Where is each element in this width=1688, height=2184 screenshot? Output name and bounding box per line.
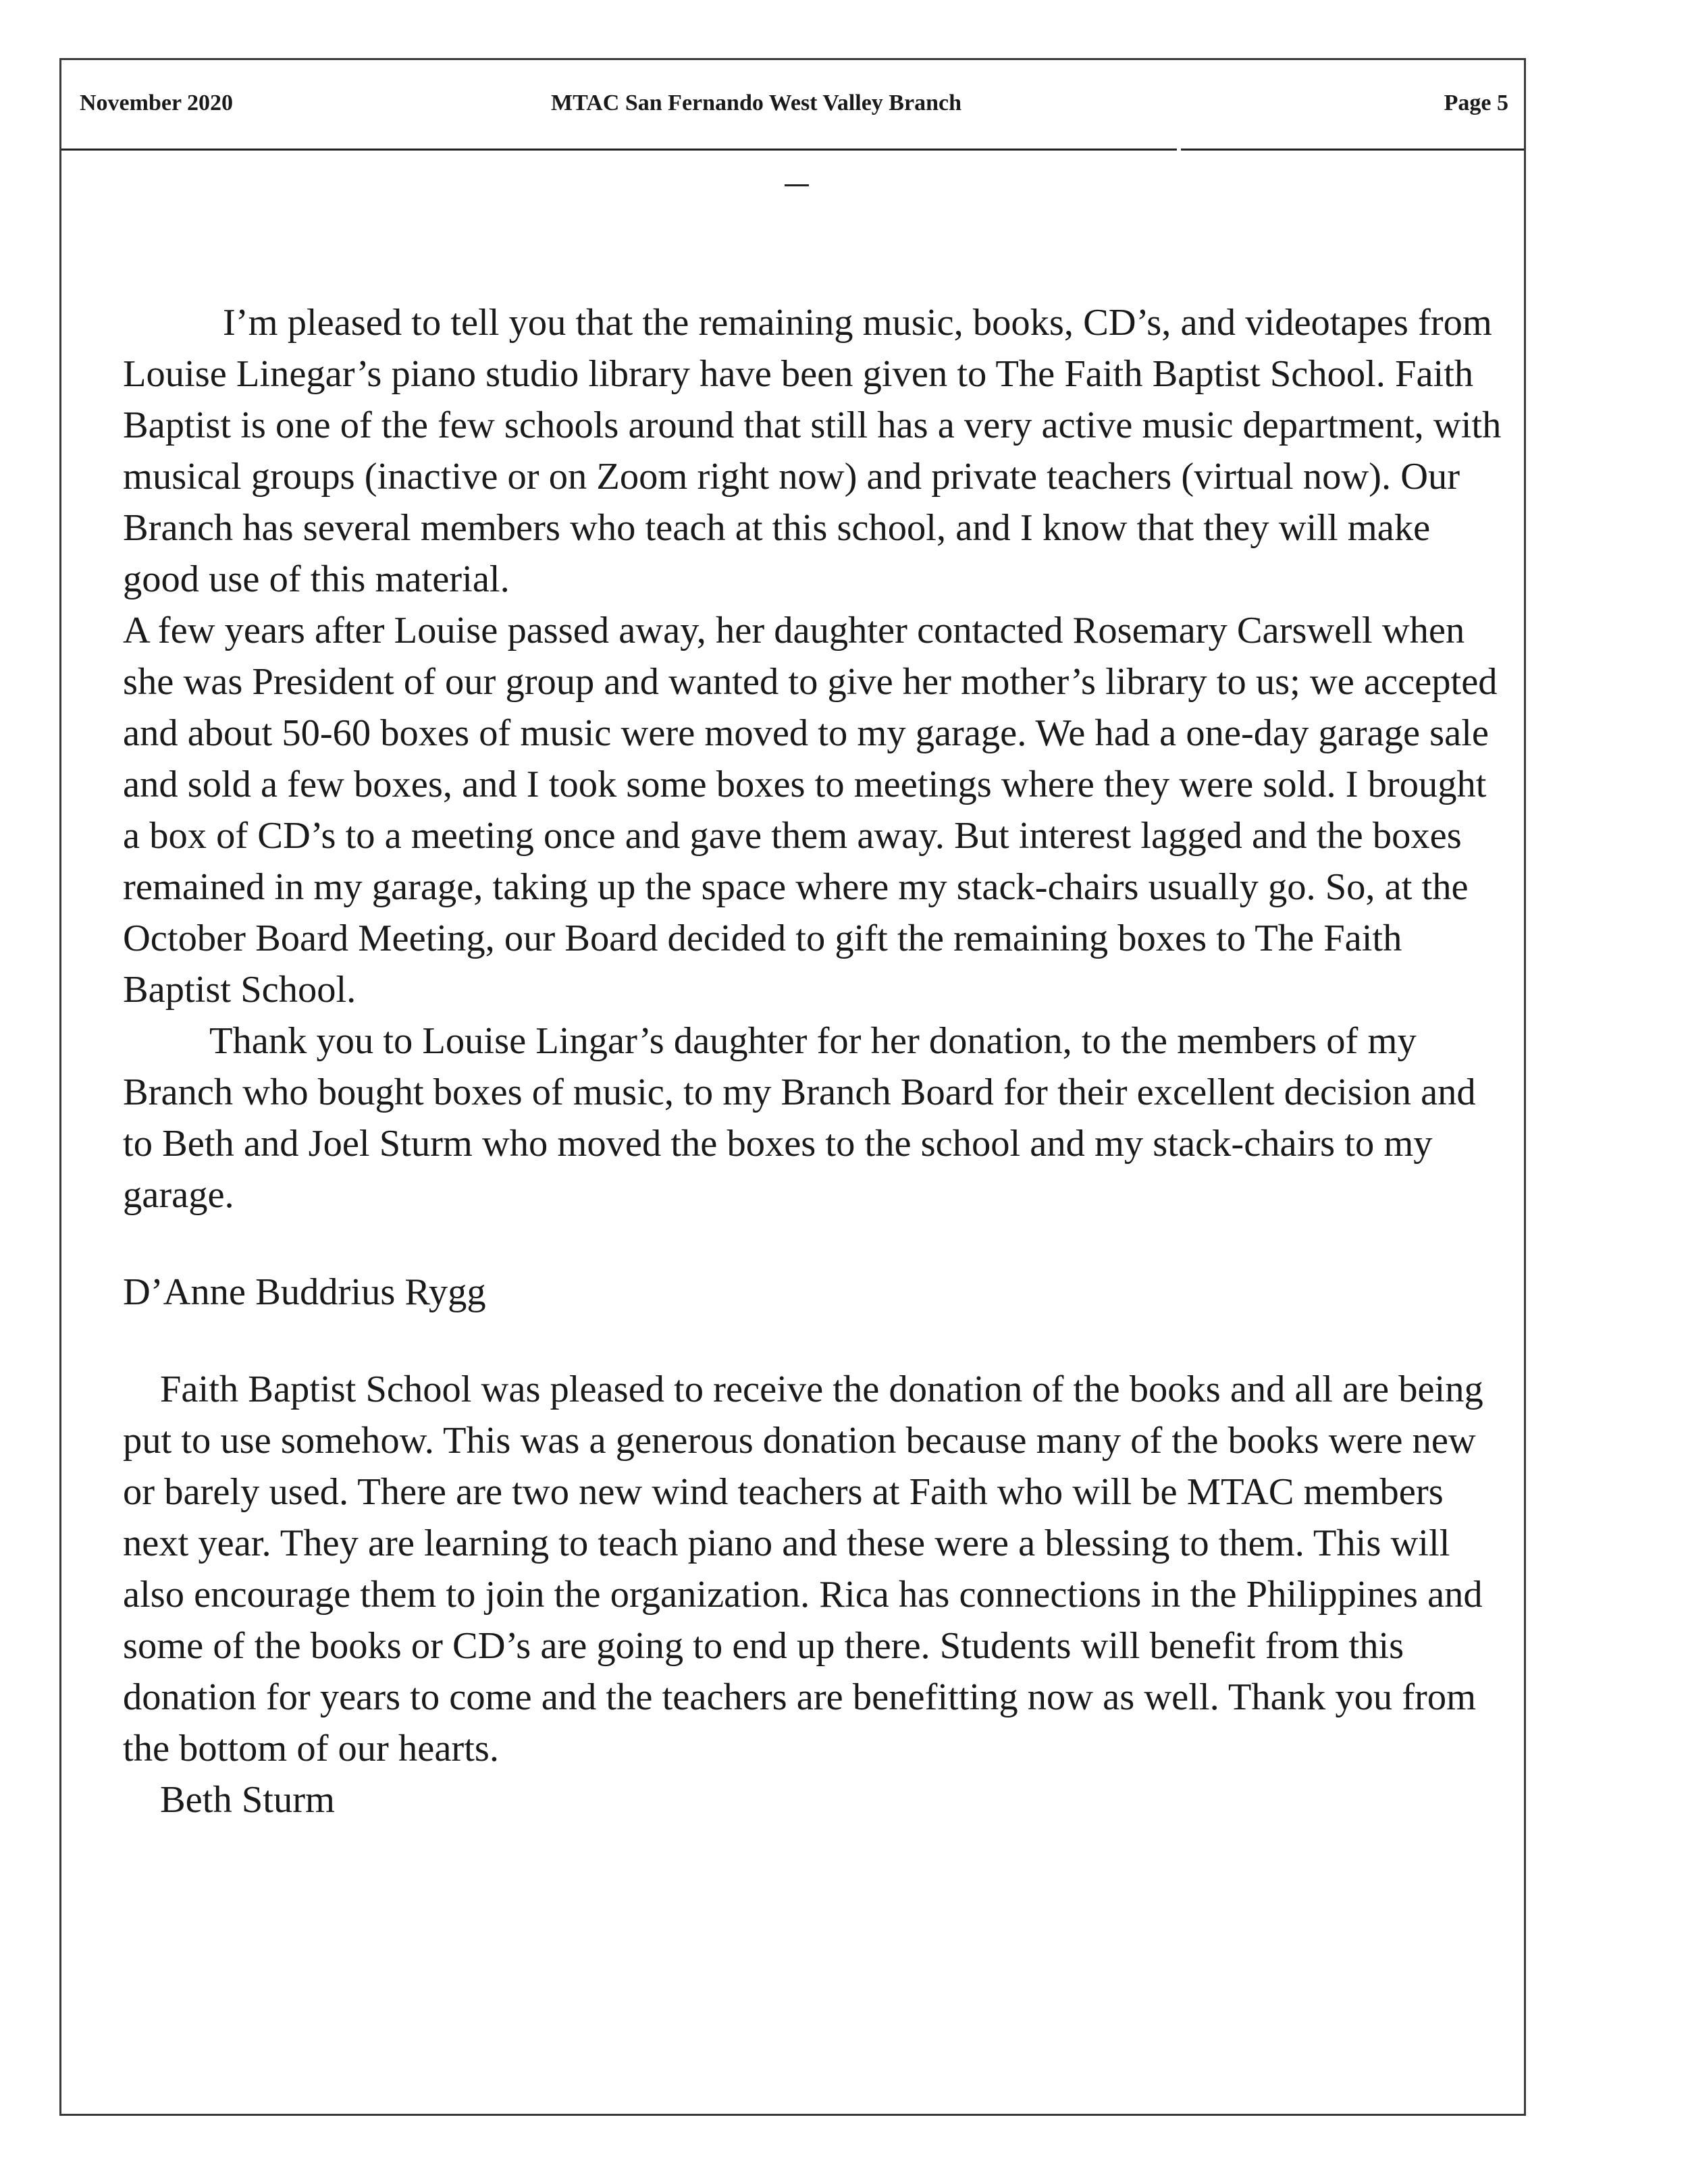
- text-line: Faith Baptist School was pleased to receive the donation of the books and all are being: [160, 1368, 1483, 1410]
- text-line: and sold a few boxes, and I took some boxes to meetings where they were sold. I brought: [123, 764, 1487, 805]
- text-line: a box of CD’s to a meeting once and gave them away. But interest lagged and the boxes: [123, 815, 1462, 857]
- text-line: Thank you to Louise Lingar’s daughter for her donation, to the members of my: [209, 1020, 1417, 1062]
- text-line: remained in my garage, taking up the space where my stack-chairs usually go. So, at the: [123, 866, 1469, 908]
- text-line: good use of this material.: [123, 558, 510, 600]
- signature-beth: Beth Sturm: [160, 1779, 335, 1821]
- text-line: or barely used. There are two new wind teachers at Faith who will be MTAC members: [123, 1471, 1444, 1513]
- signature-danne: D’Anne Buddrius Rygg: [123, 1271, 486, 1313]
- text-line: A few years after Louise passed away, her daughter contacted Rosemary Carswell when: [123, 610, 1465, 651]
- text-line: to Beth and Joel Sturm who moved the boxes to the school and my stack-chairs to my: [123, 1123, 1433, 1165]
- text-line: some of the books or CD’s are going to end up there. Students will benefit from this: [123, 1625, 1404, 1667]
- text-line: put to use somehow. This was a generous donation because many of the books were new: [123, 1420, 1476, 1462]
- text-line: the bottom of our hearts.: [123, 1728, 500, 1769]
- text-line: I’m pleased to tell you that the remaining music, books, CD’s, and videotapes from: [223, 302, 1492, 344]
- header-rule-left: [61, 149, 1177, 151]
- text-line: and about 50-60 boxes of music were moved to my garage. We had a one-day garage sale: [123, 712, 1489, 754]
- text-line: she was President of our group and wanted to give her mother’s library to us; we accepted: [123, 661, 1498, 703]
- header-rule-right: [1181, 149, 1524, 151]
- article-body: [123, 297, 1527, 1826]
- text-line: Branch who bought boxes of music, to my Branch Board for their excellent decision and: [123, 1071, 1476, 1113]
- newsletter-header: [80, 86, 1508, 120]
- text-line: Louise Linegar’s piano studio library have been given to The Faith Baptist School. Faith: [123, 353, 1474, 395]
- text-line: garage.: [123, 1174, 234, 1216]
- text-line: donation for years to come and the teachers are benefitting now as well. Thank you from: [123, 1676, 1477, 1718]
- header-dash: [785, 184, 809, 186]
- text-line: also encourage them to join the organization. Rica has connections in the Philippines and: [123, 1574, 1483, 1616]
- newsletter-title: MTAC San Fernando West Valley Branch: [551, 90, 961, 115]
- text-line: next year. They are learning to teach piano and these were a blessing to them. This will: [123, 1522, 1450, 1564]
- text-line: musical groups (inactive or on Zoom right now) and private teachers (virtual now). Our: [123, 456, 1460, 498]
- text-line: Branch has several members who teach at this school, and I know that they will make: [123, 507, 1431, 549]
- page-number: Page 5: [1444, 90, 1508, 115]
- text-line: Baptist School.: [123, 969, 357, 1011]
- text-line: Baptist is one of the few schools around that still has a very active music department, with: [123, 404, 1502, 446]
- spacer: [123, 1221, 1527, 1267]
- text-line: October Board Meeting, our Board decided to gift the remaining boxes to The Faith: [123, 917, 1402, 959]
- spacer: [123, 1318, 1527, 1364]
- issue-date: November 2020: [80, 90, 233, 115]
